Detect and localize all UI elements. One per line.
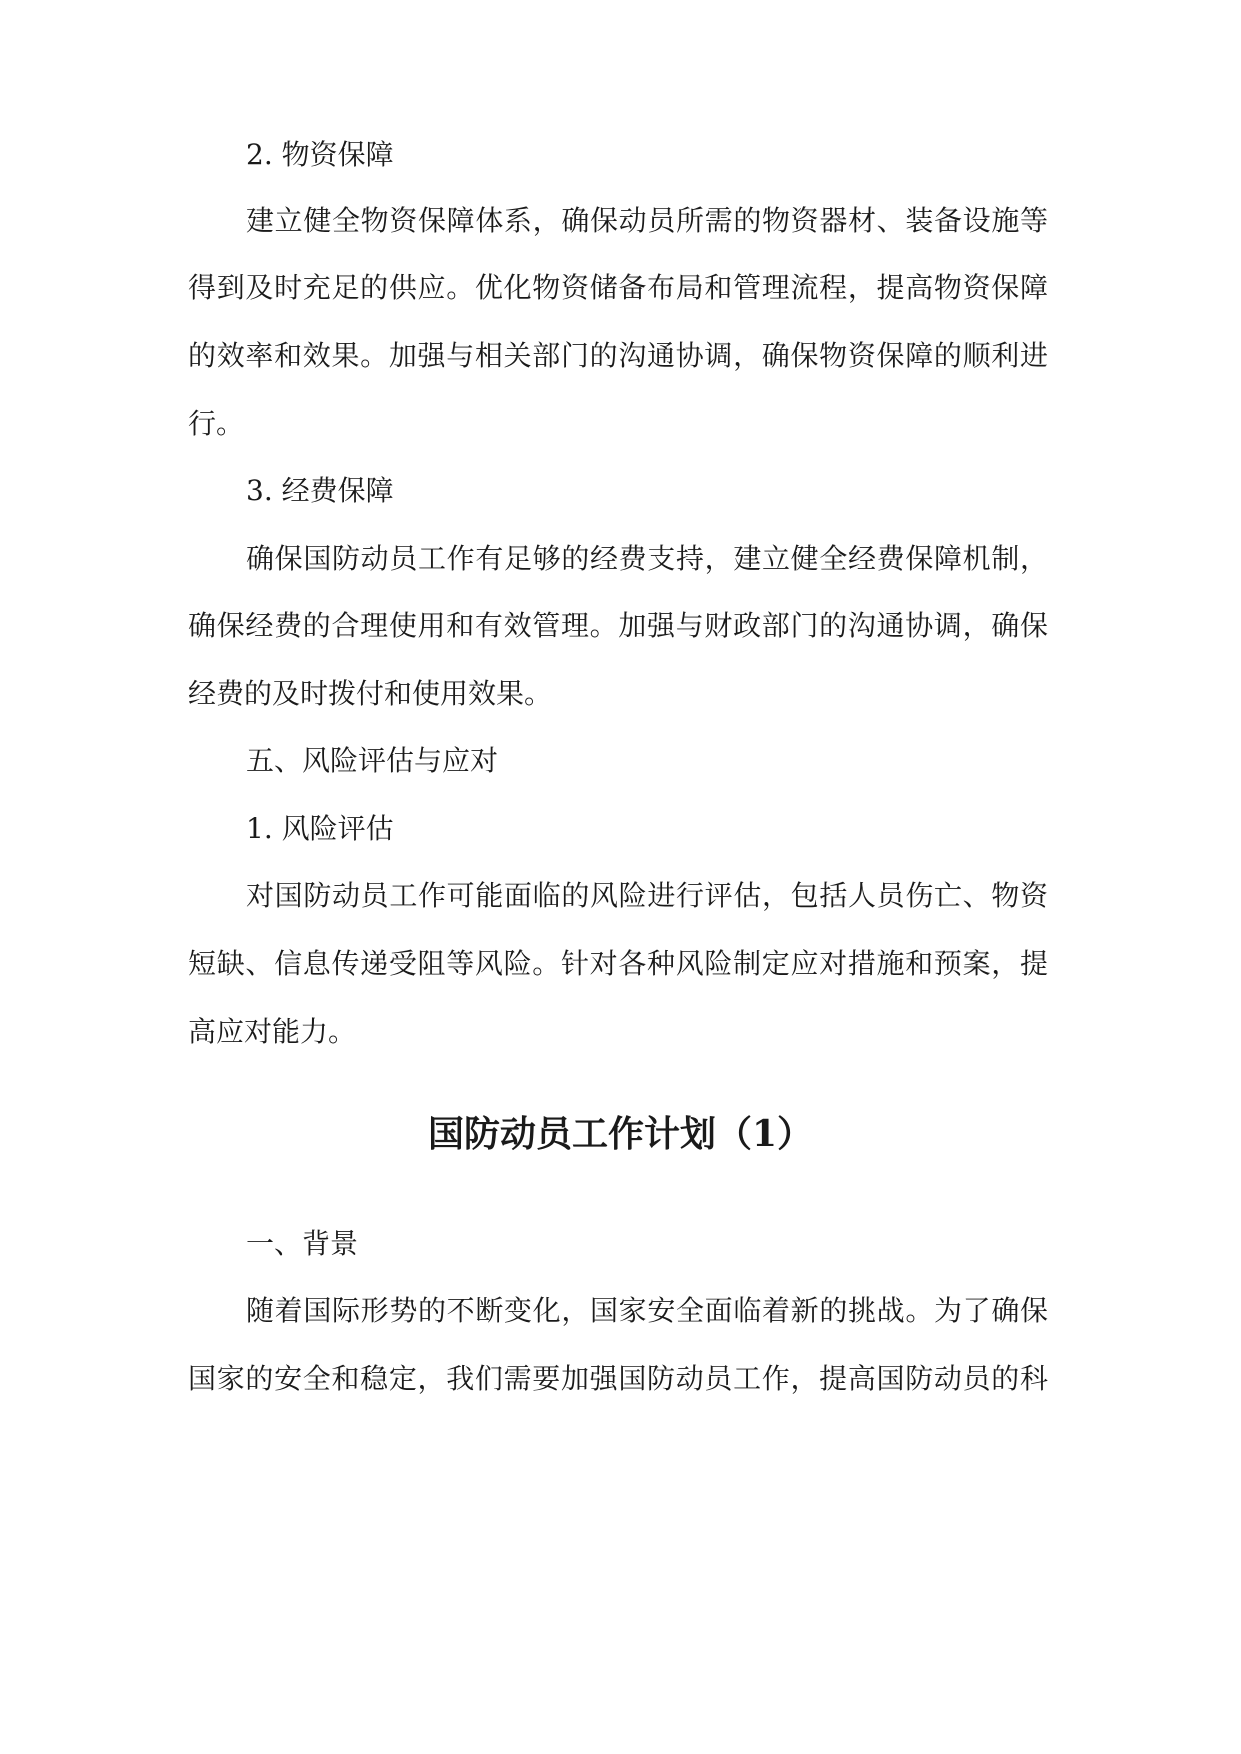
paragraph-line: 高应对能力。 [188,1015,357,1048]
paragraph-line: 经费的及时拨付和使用效果。 [188,677,553,710]
section-heading: 3. 经费保障 [246,474,394,507]
section-heading: 1. 风险评估 [246,812,394,845]
paragraph-line: 得到及时充足的供应。优化物资储备布局和管理流程，提高物资保障 [188,271,1048,304]
paragraph-line: 的效率和效果。加强与相关部门的沟通协调，确保物资保障的顺利进 [188,339,1048,372]
section-heading: 五、风险评估与应对 [246,744,499,777]
paragraph-line: 建立健全物资保障体系，确保动员所需的物资器材、装备设施等 [246,204,1048,237]
paragraph-line: 确保国防动员工作有足够的经费支持，建立健全经费保障机制， [246,542,1048,575]
paragraph-line: 确保经费的合理使用和有效管理。加强与财政部门的沟通协调，确保 [188,609,1048,642]
section-heading: 一、背景 [246,1227,359,1260]
document-title: 国防动员工作计划（1） [427,1113,814,1155]
paragraph-line: 国家的安全和稳定，我们需要加强国防动员工作，提高国防动员的科 [188,1362,1048,1395]
paragraph-line: 短缺、信息传递受阻等风险。针对各种风险制定应对措施和预案，提 [188,947,1048,980]
paragraph-line: 对国防动员工作可能面临的风险进行评估，包括人员伤亡、物资 [246,879,1048,912]
paragraph-line: 行。 [188,407,245,440]
paragraph-line: 随着国际形势的不断变化，国家安全面临着新的挑战。为了确保 [246,1294,1048,1327]
section-heading: 2. 物资保障 [246,138,394,171]
